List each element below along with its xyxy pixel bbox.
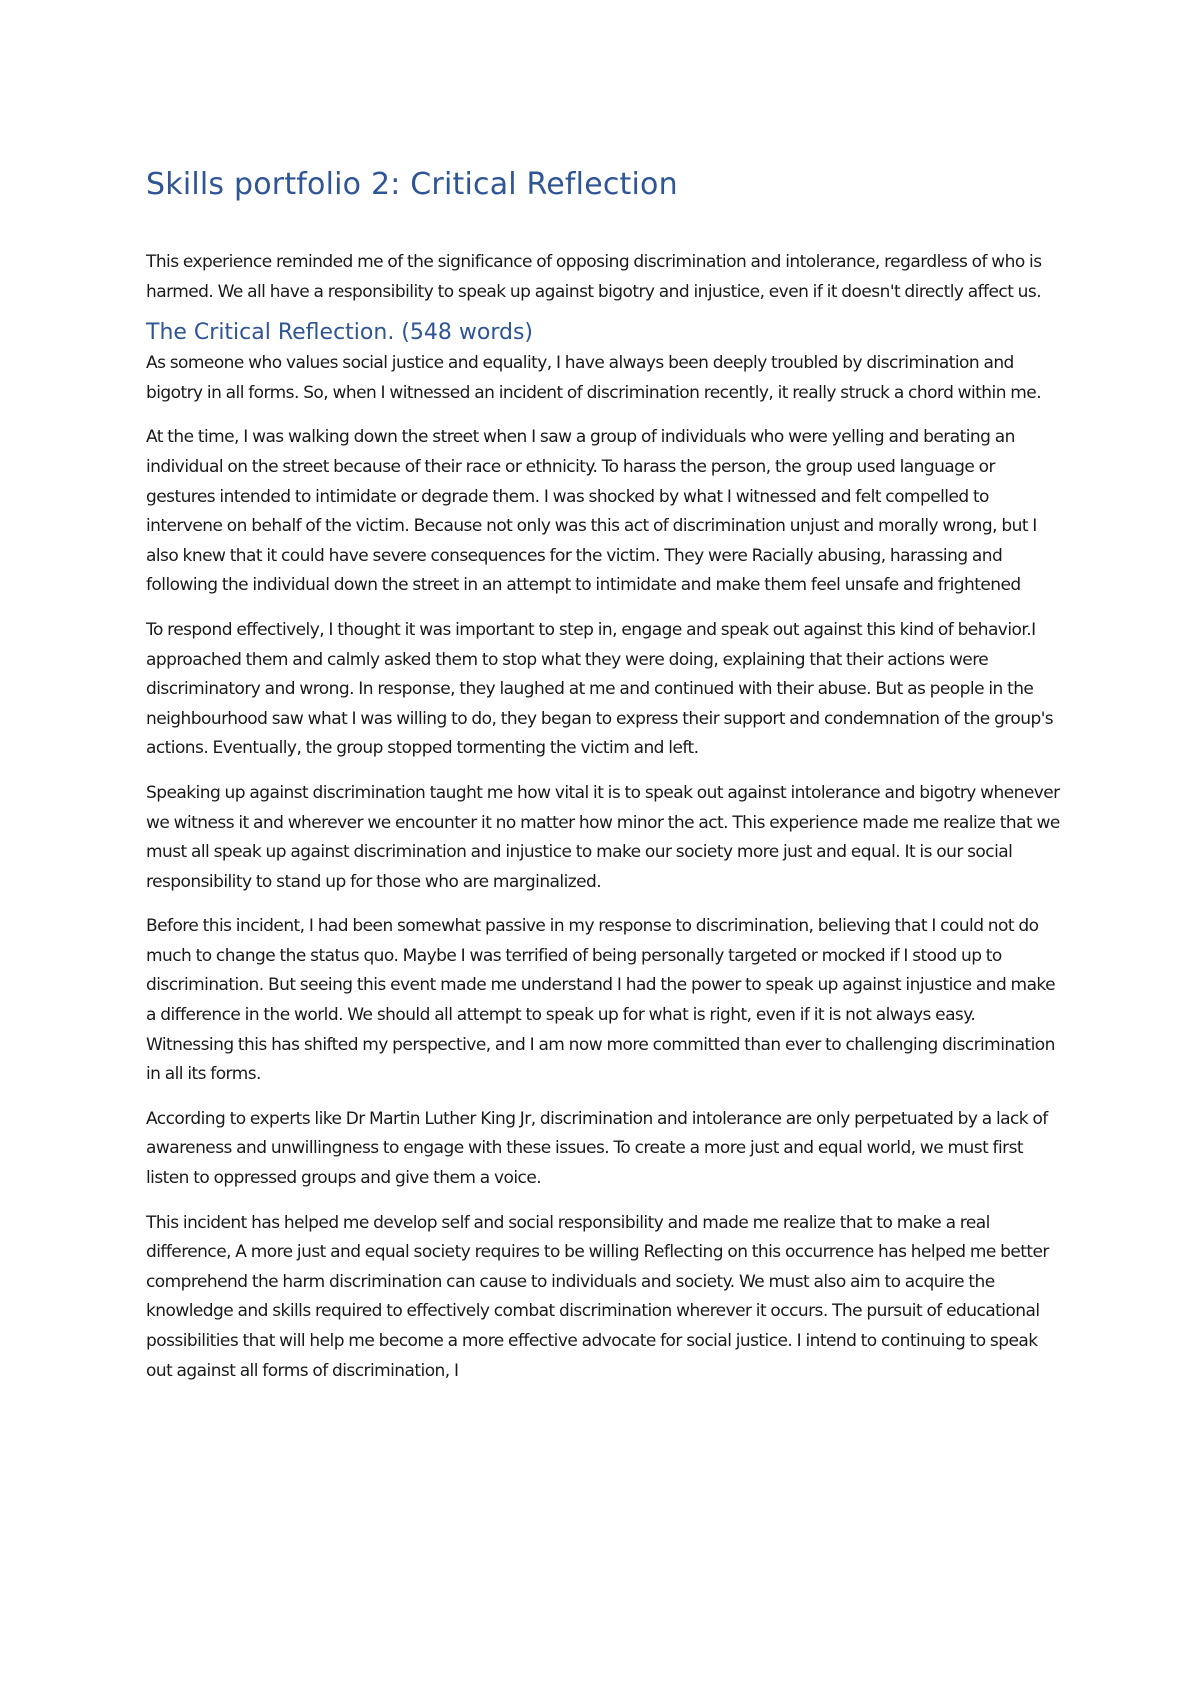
document-body xyxy=(146,162,1066,1401)
body-paragraph-6: According to experts like Dr Martin Luther King Jr, discrimination and intolerance are only perpetuated by a lack of awareness and unwillingness to engage with these issues. To create a more just and equal world, we must first listen to oppressed groups and give them a voice. xyxy=(146,1108,1048,1189)
intro-paragraph: This experience reminded me of the significance of opposing discrimination and intolerance, regardless of who is harmed. We all have a responsibility to speak up against bigotry and injustice, even if it doesn't directly affect us. xyxy=(146,252,1042,302)
body-paragraph-5: Before this incident, I had been somewhat passive in my response to discrimination, believing that I could not do much to change the status quo. Maybe I was terrified of being personally targeted or mocked if I stood up to discrimination. But seeing this event made me understand I had the power to speak up against injustice and make a difference in the world. We should all attempt to speak up for what is right, even if it is not always easy. Witnessing this has shifted my perspective, and I am now more committed than ever to challenging discrimination in all its forms. xyxy=(146,916,1056,1085)
body-paragraph-3: To respond effectively, I thought it was important to step in, engage and speak out against this kind of behavior.I approached them and calmly asked them to stop what they were doing, explaining that their actions were discriminatory and wrong. In response, they laughed at me and continued with their abuse. But as people in the neighbourhood saw what I was willing to do, they began to express their support and condemnation of the group's actions. Eventually, the group stopped tormenting the victim and left. xyxy=(146,619,1054,759)
body-paragraph-2: At the time, I was walking down the street when I saw a group of individuals who were yelling and berating an individual on the street because of their race or ethnicity. To harass the person, the group used language or gestures intended to intimidate or degrade them. I was shocked by what I witnessed and felt compelled to intervene on behalf of the victim. Because not only was this act of discrimination unjust and morally wrong, but I also knew that it could have severe consequences for the victim. They were Racially abusing, harassing and following the individual down the street in an attempt to intimidate and make them feel unsafe and frightened xyxy=(146,427,1037,596)
body-paragraph-1: As someone who values social justice and equality, I have always been deeply troubled by discrimination and bigotry in all forms. So, when I witnessed an incident of discrimination recently, it really struck a chord within me. xyxy=(146,353,1042,403)
document-title: Skills portfolio 2: Critical Reflection xyxy=(146,167,678,202)
section-heading: The Critical Reflection. (548 words) xyxy=(146,320,533,346)
body-paragraph-7: This incident has helped me develop self and social responsibility and made me realize that to make a real difference, A more just and equal society requires to be willing Reflecting on this occurrence has helped me better comprehend the harm discrimination can cause to individuals and society. We must also aim to acquire the knowledge and skills required to effectively combat discrimination wherever it occurs. The pursuit of educational possibilities that will help me become a more effective advocate for social justice. I intend to continuing to speak out against all forms of discrimination, I xyxy=(146,1212,1049,1381)
body-paragraph-4: Speaking up against discrimination taught me how vital it is to speak out against intolerance and bigotry whenever we witness it and wherever we encounter it no matter how minor the act. This experience made me realize that we must all speak up against discrimination and injustice to make our society more just and equal. It is our social responsibility to stand up for those who are marginalized. xyxy=(146,782,1060,892)
